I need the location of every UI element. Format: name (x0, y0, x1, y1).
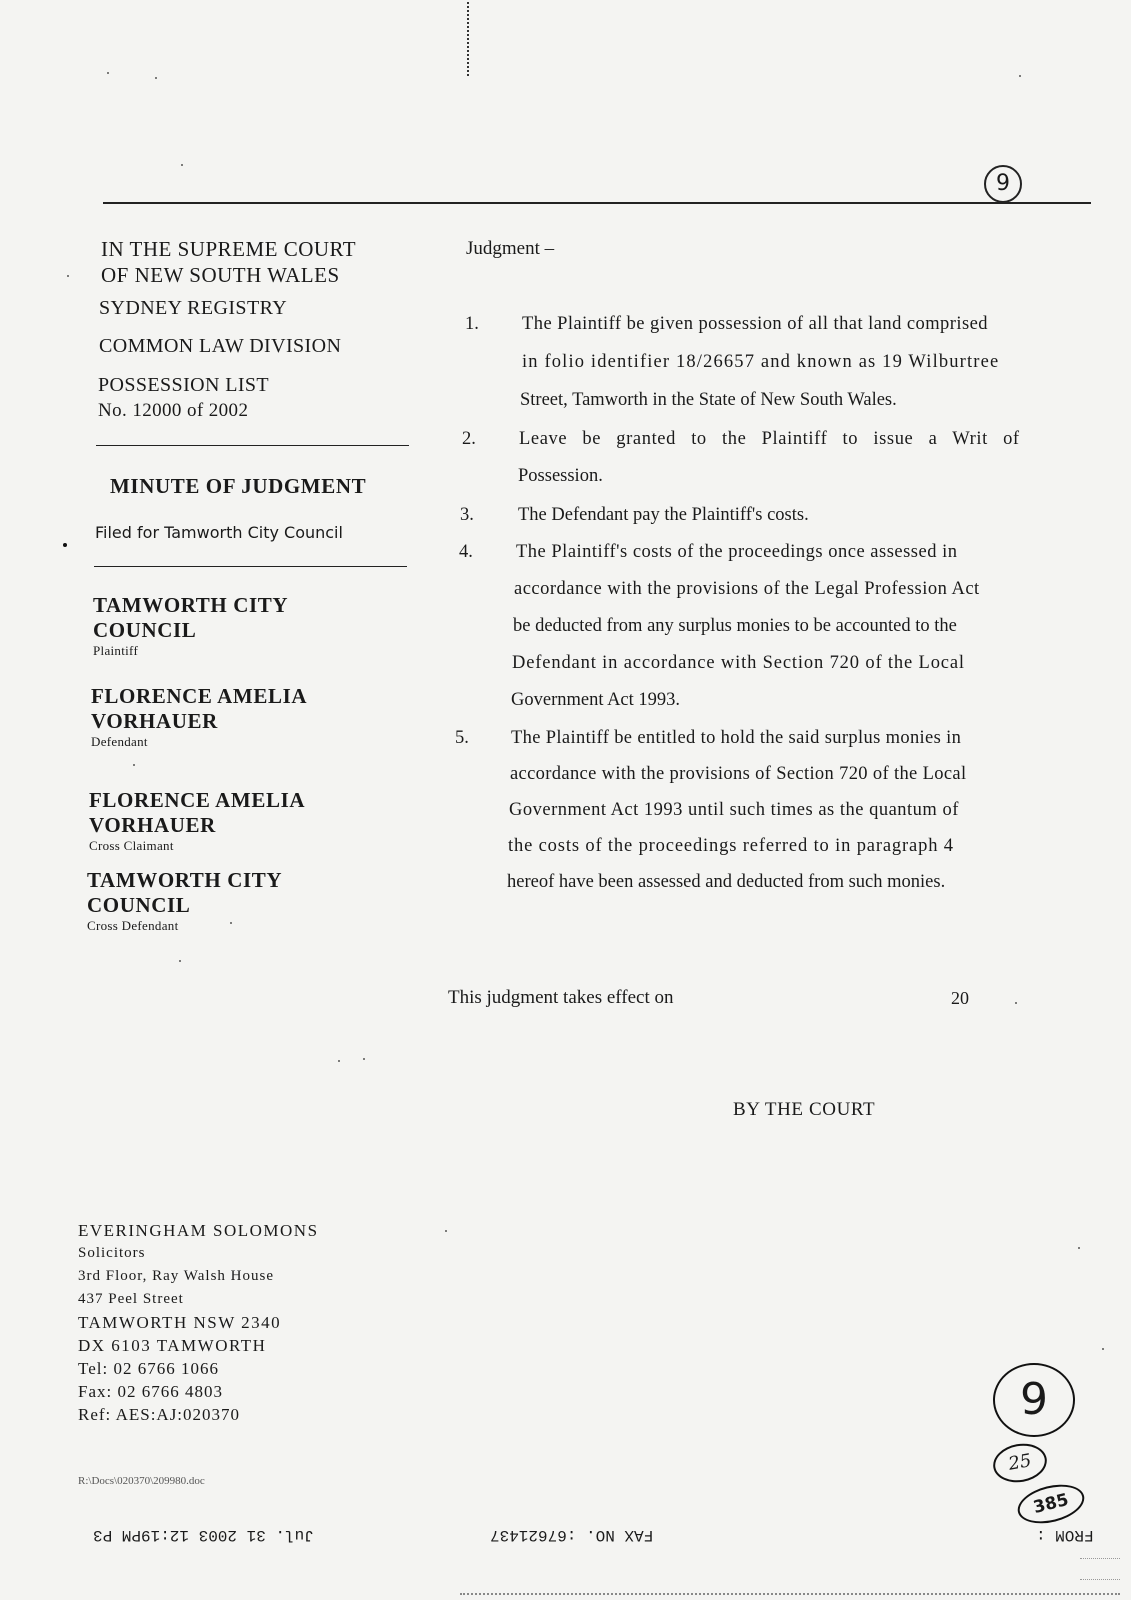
speck (230, 922, 232, 924)
paragraph-line: be deducted from any surplus monies to be accounted to the (513, 616, 957, 636)
file-path: R:\Docs\020370\209980.doc (78, 1475, 205, 1487)
by-the-court: BY THE COURT (733, 1099, 876, 1120)
case-number: No. 12000 of 2002 (98, 400, 249, 421)
party-name-line-2: VORHAUER (89, 813, 216, 837)
party-role: Cross Defendant (87, 918, 179, 933)
paragraph-line: The Plaintiff be given possession of all that land comprised (522, 314, 988, 334)
paragraph-number: 2. (462, 429, 476, 449)
effect-text: This judgment takes effect on (448, 987, 674, 1008)
party-name-line-2: COUNCIL (87, 893, 191, 917)
party-role: Plaintiff (93, 643, 139, 658)
fax-header-number: FAX NO. :67621437 (490, 1526, 654, 1544)
handwritten-circle-9 (993, 1363, 1075, 1437)
division: COMMON LAW DIVISION (99, 335, 342, 357)
registry: SYDNEY REGISTRY (99, 297, 288, 319)
paragraph-line: hereof have been assessed and deducted from such monies. (507, 872, 946, 892)
bottom-noise (460, 1593, 1120, 1595)
top-rule (103, 202, 1091, 204)
handwritten-25: 25 (1006, 1450, 1034, 1475)
solicitor-firm: EVERINGHAM SOLOMONS (78, 1221, 319, 1240)
party-cross-claimant (89, 788, 305, 854)
court-line-2: OF NEW SOUTH WALES (101, 263, 340, 287)
solicitor-address-1: 3rd Floor, Ray Walsh House (78, 1268, 274, 1284)
party-name-line-1: FLORENCE AMELIA (91, 684, 308, 708)
speck (181, 164, 183, 166)
speck (363, 1058, 365, 1060)
paragraph-line: Defendant in accordance with Section 720 of the Local (512, 653, 965, 673)
speck (179, 960, 181, 962)
paragraph-line: Street, Tamworth in the State of New South Wales. (520, 390, 897, 410)
fax-header-date: Jul. 31 2003 12:19PM P3 (93, 1526, 314, 1544)
party-role: Cross Claimant (89, 838, 174, 853)
paragraph-line: the costs of the proceedings referred to in paragraph 4 (508, 836, 954, 856)
solicitor-title: Solicitors (78, 1245, 146, 1261)
speck (133, 764, 135, 766)
paragraph-line: accordance with the provisions of Section 720 of the Local (510, 764, 967, 784)
effect-year: 20 (951, 988, 969, 1008)
handwritten-385: 385 (1031, 1490, 1071, 1518)
paragraph-number: 1. (465, 314, 479, 334)
party-name-line-2: VORHAUER (91, 709, 218, 733)
paragraph-line: Leave be granted to the Plaintiff to issue a Writ of (519, 429, 1020, 449)
speck (338, 1060, 340, 1062)
solicitor-tel: Tel: 02 6766 1066 (78, 1359, 219, 1378)
party-cross-defendant (87, 868, 282, 934)
left-rule-1 (96, 445, 409, 446)
paragraph-line: Possession. (518, 466, 603, 486)
paragraph-number: 3. (460, 505, 474, 525)
speck (445, 1230, 447, 1232)
circled-page-number (984, 165, 1022, 203)
party-plaintiff (93, 593, 288, 659)
speck (1078, 1247, 1080, 1249)
speck (1019, 75, 1021, 77)
filed-for: Filed for Tamworth City Council (95, 523, 343, 542)
party-role: Defendant (91, 734, 148, 749)
solicitor-address-2: 437 Peel Street (78, 1291, 184, 1307)
speck (1015, 1002, 1017, 1004)
paragraph-number: 4. (459, 542, 473, 562)
list-name: POSSESSION LIST (98, 374, 270, 396)
bottom-noise-right (1080, 1558, 1120, 1580)
speck (107, 72, 109, 74)
speck (67, 275, 69, 277)
party-name-line-1: TAMWORTH CITY (87, 868, 283, 892)
left-rule-2 (94, 566, 407, 567)
solicitor-city: TAMWORTH NSW 2340 (78, 1313, 282, 1332)
party-name-line-1: TAMWORTH CITY (93, 593, 289, 617)
speck (1102, 1348, 1104, 1350)
solicitor-ref: Ref: AES:AJ:020370 (78, 1405, 241, 1424)
paragraph-line: The Defendant pay the Plaintiff's costs. (518, 505, 809, 525)
handwritten-circle-385 (1014, 1478, 1089, 1529)
handwritten-circle-25 (990, 1440, 1050, 1487)
solicitor-block (78, 1219, 319, 1426)
paragraph-line: Government Act 1993 until such times as the quantum of (509, 800, 959, 820)
paragraph-line: The Plaintiff's costs of the proceedings once assessed in (516, 542, 958, 562)
judgment-heading: Judgment – (466, 238, 555, 259)
speck (63, 543, 67, 547)
top-dotted-mark (467, 2, 469, 76)
speck (155, 77, 157, 79)
paragraph-line: The Plaintiff be entitled to hold the said surplus monies in (511, 728, 962, 748)
fax-header-from: FROM : (1036, 1526, 1094, 1544)
paragraph-line: Government Act 1993. (511, 690, 681, 710)
handwritten-9: 9 (1020, 1374, 1048, 1425)
minute-title: MINUTE OF JUDGMENT (110, 474, 367, 498)
paragraph-line: accordance with the provisions of the Legal Profession Act (514, 579, 980, 599)
party-name-line-1: FLORENCE AMELIA (89, 788, 306, 812)
paragraph-line: in folio identifier 18/26657 and known as 19 Wilburtree (522, 352, 1000, 372)
page-number-text: 9 (996, 171, 1010, 196)
party-defendant (91, 684, 307, 750)
paragraph-number: 5. (455, 728, 469, 748)
party-name-line-2: COUNCIL (93, 618, 197, 642)
court-line-1: IN THE SUPREME COURT (101, 237, 357, 261)
solicitor-fax: Fax: 02 6766 4803 (78, 1382, 223, 1401)
court-name (101, 236, 356, 288)
solicitor-dx: DX 6103 TAMWORTH (78, 1336, 267, 1355)
